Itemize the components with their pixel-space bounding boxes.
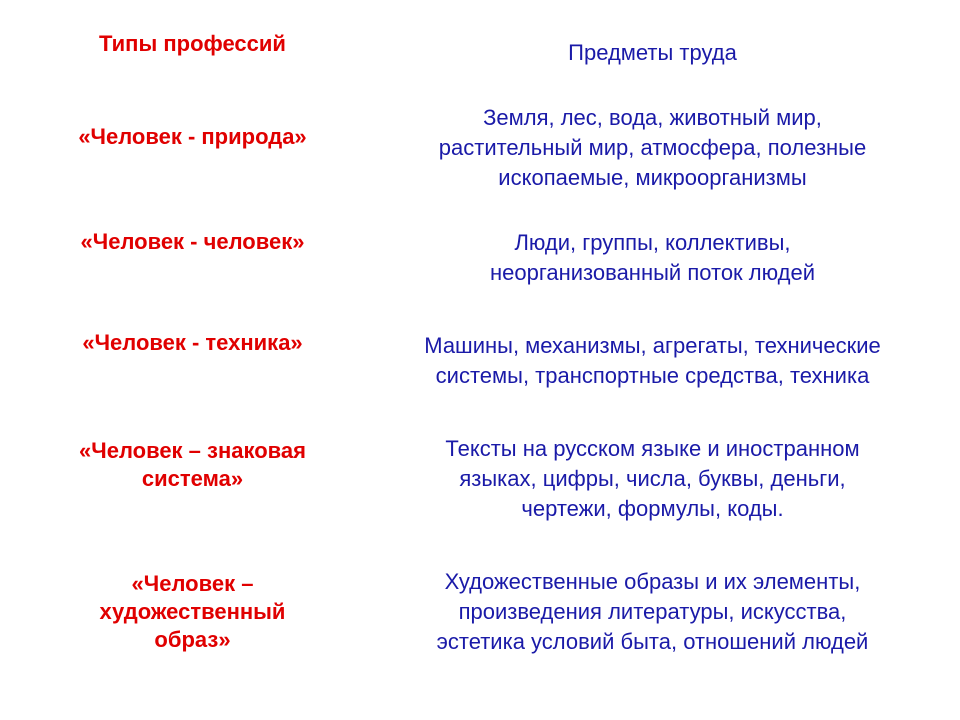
- header-types: Типы профессий: [99, 31, 286, 56]
- labor-subject: Люди, группы, коллективы, неорганизованный поток людей: [489, 230, 815, 285]
- table-row: [30, 570, 940, 654]
- header-subjects: Предметы труда: [568, 40, 737, 65]
- profession-type: «Человек - техника»: [82, 330, 303, 355]
- table-row: [30, 329, 940, 388]
- profession-type: «Человек – художественный образ»: [99, 571, 286, 652]
- profession-type: «Человек – знаковая система»: [79, 438, 306, 491]
- labor-subject: Машины, механизмы, агрегаты, технические системы, транспортные средства, техника: [424, 333, 881, 388]
- labor-subject: Земля, лес, вода, животный мир, растительный мир, атмосфера, полезные ископаемые, микроорганизмы: [438, 105, 867, 190]
- table-row: [30, 103, 940, 190]
- profession-type: «Человек - природа»: [78, 124, 307, 149]
- table-row: [30, 436, 940, 521]
- table-row: [30, 228, 940, 285]
- labor-subject: Художественные образы и их элементы, произведения литературы, искусства, эстетика условий быта, отношений людей: [436, 569, 869, 654]
- header-row: [30, 30, 940, 65]
- labor-subject: Тексты на русском языке и иностранном языках, цифры, числа, буквы, деньги, чертежи, формулы, коды.: [445, 436, 860, 521]
- profession-type: «Человек - человек»: [80, 229, 305, 254]
